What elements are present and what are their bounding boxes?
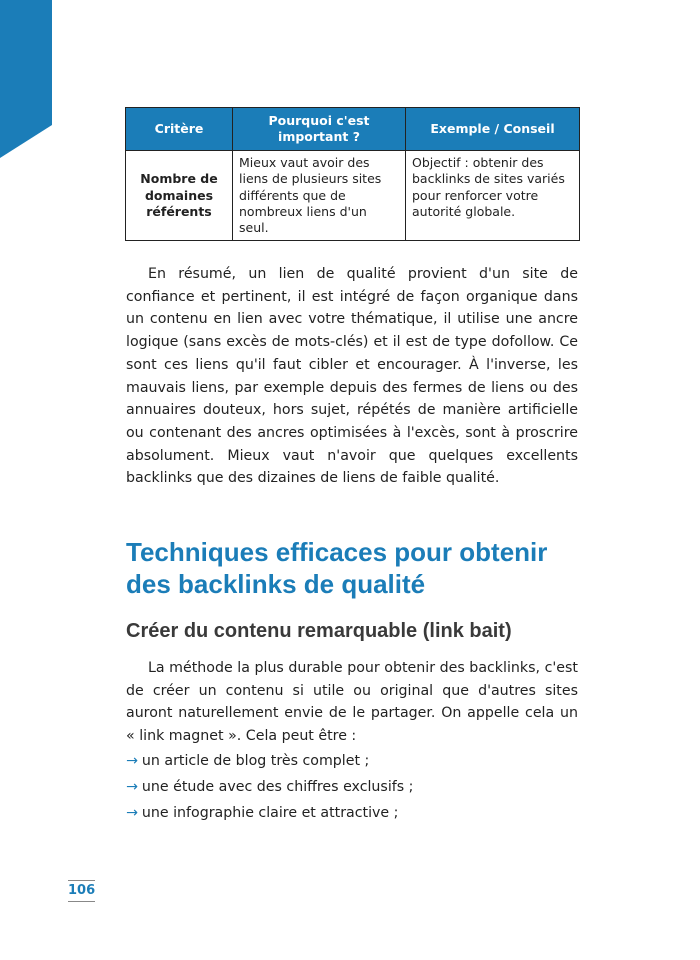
arrow-right-icon: → — [126, 779, 138, 795]
corner-decoration — [0, 0, 52, 160]
summary-paragraph: En résumé, un lien de qualité provient d'un site de confiance et pertinent, il est intégré de façon organique dans un contenu en lien avec votre thématique, il utilise une ancre logique (sans excès de mots-clés) et il est de type dofollow. Ce sont ces liens qu'il faut cibler et encourager. À l'inverse, les mauvais liens, par exemple depuis des fermes de liens ou des annuaires douteux, hors sujet, répétés de manière artificielle ou contenant des ancres optimisées à l'excès, sont à proscrire absolument. Mieux vaut n'avoir que quelques excellents backlinks que des dizaines de liens de faible qualité. — [126, 266, 578, 487]
arrow-right-icon: → — [126, 805, 138, 821]
table-header: Critère — [126, 108, 233, 151]
intro-paragraph: La méthode la plus durable pour obtenir des backlinks, c'est de créer un contenu si utile ou original que d'autres sites auront naturellement envie de le partager. On appelle cela un « link magnet ». Cela peut être : — [126, 660, 578, 745]
criteria-table — [125, 107, 580, 241]
page-number: 106 — [68, 880, 95, 902]
table-cell: Mieux vaut avoir des liens de plusieurs sites différents que de nombreux liens d'un seul. — [233, 151, 406, 241]
arrow-right-icon: → — [126, 753, 138, 769]
list-item: → un article de blog très complet ; — [126, 753, 370, 769]
table-header: Pourquoi c'est important ? — [233, 108, 406, 151]
table-cell: Objectif : obtenir des backlinks de sites variés pour renforcer votre autorité globale. — [406, 151, 580, 241]
table-header: Exemple / Conseil — [406, 108, 580, 151]
list-item: → une étude avec des chiffres exclusifs ; — [126, 779, 414, 795]
subsection-heading: Créer du contenu remarquable (link bait) — [126, 620, 512, 642]
table-cell: Nombre de domaines référents — [126, 151, 233, 241]
bullet-list — [126, 750, 413, 828]
section-heading: Techniques efficaces pour obtenir des backlinks de qualité — [126, 537, 548, 599]
list-item: → une infographie claire et attractive ; — [126, 805, 399, 821]
table-row — [126, 151, 580, 241]
